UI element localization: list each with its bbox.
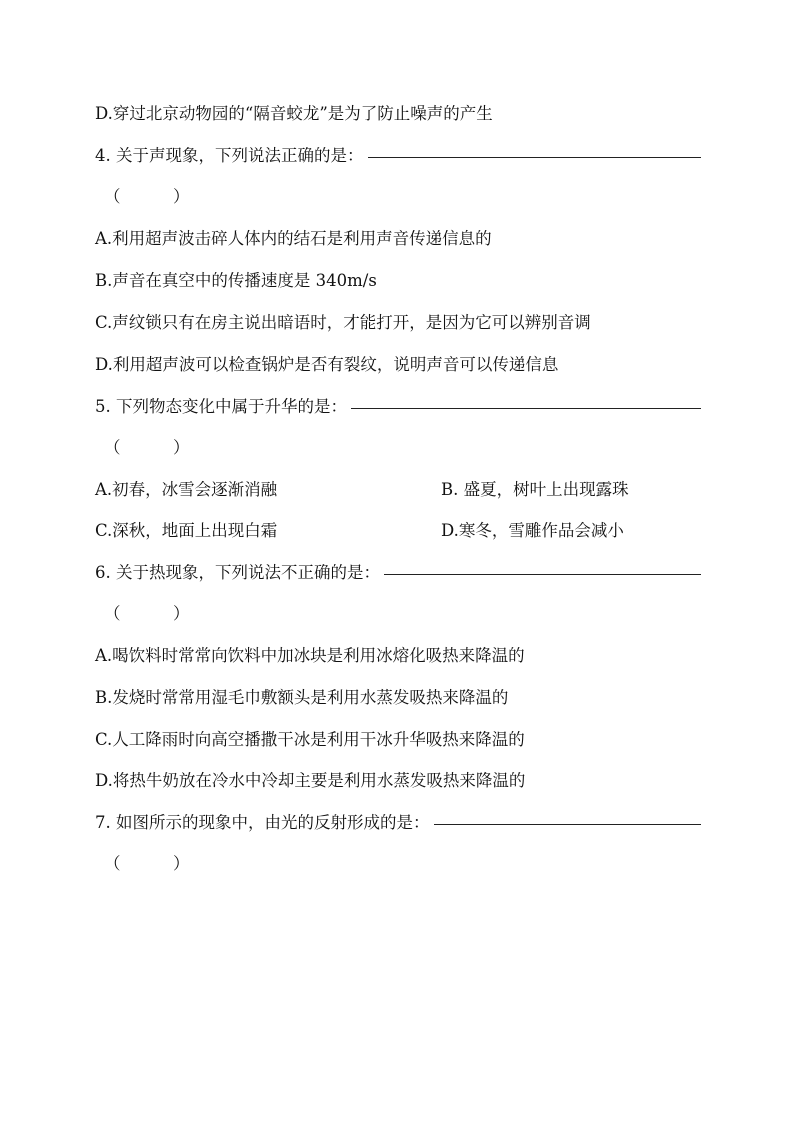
q5-option-a: A.初春，冰雪会逐渐消融 — [95, 480, 278, 499]
q6-option-c: C.人工降雨时向高空播撒干冰是利用干冰升华吸热来降温的 — [95, 730, 525, 749]
q5-options-row-2 — [95, 521, 701, 541]
q5-options-row-1 — [95, 480, 701, 500]
q4-stem-line — [95, 146, 701, 166]
q7-stem: 7. 如图所示的现象中，由光的反射形成的是： — [95, 813, 430, 832]
q7-leader-dashes — [434, 824, 702, 825]
q4-answer-blank: （ ） — [104, 187, 190, 206]
q6-stem-line — [95, 563, 701, 583]
q6-leader-dashes — [384, 574, 701, 575]
q4-stem: 4. 关于声现象，下列说法正确的是： — [95, 146, 364, 165]
q6-answer-blank: （ ） — [104, 604, 190, 623]
q5-option-b: B. 盛夏，树叶上出现露珠 — [441, 480, 629, 499]
q5-stem-line — [95, 397, 701, 417]
q5-answer-blank: （ ） — [104, 438, 190, 457]
q5-stem: 5. 下列物态变化中属于升华的是： — [95, 397, 347, 416]
q6-stem: 6. 关于热现象，下列说法不正确的是： — [95, 563, 380, 582]
q6-option-d: D.将热牛奶放在冷水中冷却主要是利用水蒸发吸热来降温的 — [95, 771, 526, 790]
q3-option-d: D.穿过北京动物园的“隔音蛟龙”是为了防止噪声的产生 — [95, 104, 493, 123]
q7-stem-line — [95, 813, 701, 833]
q6-option-b: B.发烧时常常用湿毛巾敷额头是利用水蒸发吸热来降温的 — [95, 688, 509, 707]
q4-option-a: A.利用超声波击碎人体内的结石是利用声音传递信息的 — [95, 229, 492, 248]
q5-leader-dashes — [351, 408, 701, 409]
q7-answer-blank: （ ） — [104, 854, 190, 873]
q5-option-c: C.深秋，地面上出现白霜 — [95, 521, 278, 540]
q6-option-a: A.喝饮料时常常向饮料中加冰块是利用冰熔化吸热来降温的 — [95, 646, 525, 665]
q4-option-d: D.利用超声波可以检查锅炉是否有裂纹，说明声音可以传递信息 — [95, 355, 559, 374]
q4-option-b: B.声音在真空中的传播速度是 340m/s — [95, 271, 377, 290]
q5-option-d: D.寒冬，雪雕作品会减小 — [441, 521, 624, 540]
q4-option-c: C.声纹锁只有在房主说出暗语时，才能打开，是因为它可以辨别音调 — [95, 313, 591, 332]
q4-leader-dashes — [368, 157, 702, 158]
